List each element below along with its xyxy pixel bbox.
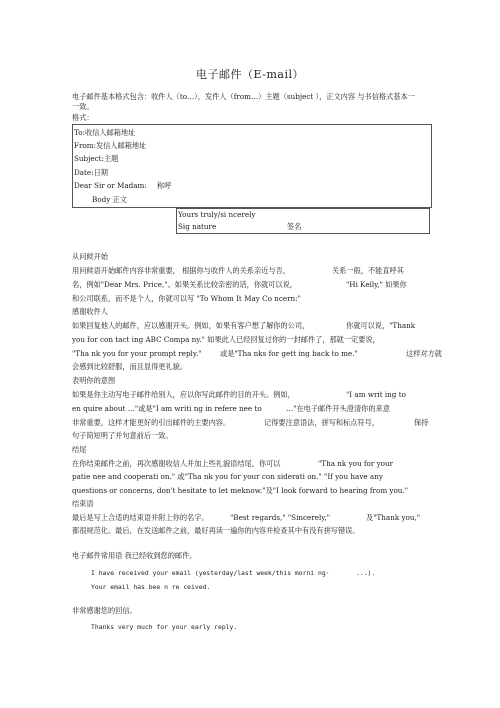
para-text: 和公司联系，而不是个人，你就可以写 "To Whom It May Co ncern:"	[72, 294, 301, 303]
para-text: 这样对方就	[406, 349, 442, 358]
format-label: 格式：	[72, 113, 94, 122]
para-text: 在你结束邮件之前，再次感谢收信人并加上些礼貌语结尾，你可以	[72, 459, 281, 468]
para-text: "I am writ ing to	[346, 390, 406, 399]
para-text: 或是"Tha nks for gett ing back to me."	[220, 349, 358, 358]
phrase-line: I have received your email (yesterday/last week/this morni ng·	[91, 569, 330, 577]
format-date: Date:日期	[74, 168, 108, 177]
para-text: …"在电子邮件开头澄清你的来意	[286, 404, 390, 413]
phrase-line: Your email has bee n re ceived.	[91, 583, 211, 591]
format-subject: Subject:主题	[74, 154, 119, 163]
signature-label-cn: 签名	[287, 222, 302, 231]
para-text: 名，例如"Dear Mrs. Price,"。如果关系比较亲密的话，你就可以说，	[72, 280, 297, 289]
intro-line-1: 电子邮件基本格式包含：收件人（to…），发件人（from…）主题（subject ），正文内容 与书信格式基本一	[72, 92, 415, 101]
para-text: 记得要注意语法，拼写和标点符号，	[264, 418, 380, 427]
para-text: 用问候语开始邮件内容非常重要， 根据你与收件人的关系亲近与否，	[72, 266, 290, 275]
para-text: 会感到比较舒服，而且显得更礼貌。	[72, 362, 188, 371]
para-text: "Best regards," "Sincerely,"	[230, 513, 330, 522]
para-text: "Tha nk you for your	[318, 459, 394, 468]
section-thanks-title: 感谢收件人	[72, 307, 108, 316]
section-greeting-title: 从问候开始	[72, 252, 108, 261]
para-text: 及"Thank you,"	[366, 513, 421, 522]
format-salutation-note: 称呼	[157, 181, 172, 190]
intro-line-2: 一致。	[72, 102, 94, 111]
para-text: 句子简短明了并句意前后一致。	[72, 431, 173, 440]
para-text: 你就可以说，"Thank	[346, 321, 416, 330]
signature-closing: Yours truly/si ncerely	[178, 210, 256, 219]
format-to: To:收信人邮箱地址	[74, 128, 136, 137]
document-title: 电子邮件（E-mail）	[196, 68, 304, 81]
phrase-line: Thanks very much for your early reply.	[91, 623, 238, 631]
format-body: Body 正文	[92, 195, 127, 204]
para-text: "Hi Kelly," 如果你	[346, 280, 407, 289]
para-text: 非常重要，这样才能更好的引出邮件的主要内容。	[72, 418, 231, 427]
para-text: you for con tact ing ABC Compa ny." 如果此人已经回复过你的一封邮件了，那就一定要说，	[72, 335, 380, 344]
para-text: 都很规范化。最后，在发送邮件之前，最好再读一遍你的内容并检查其中有没有拼写错误。	[72, 526, 360, 535]
section-intent-title: 表明你的意图	[72, 376, 116, 385]
section-closing-title: 结束语	[72, 499, 94, 508]
phrases-title: 电子邮件常用语 我已经收到您的邮件。	[72, 551, 197, 560]
para-text: 如果是你主动写电子邮件给别人，应以你写此邮件的目的开头。例如，	[72, 390, 295, 399]
phrases-title-2: 非常感谢您的回信。	[72, 606, 137, 615]
format-from: From:发信人邮箱地址	[74, 141, 147, 150]
para-text: 如果回复他人的邮件，应以感谢开头。例如，如果有客户想了解你的公司，	[72, 321, 310, 330]
phrase-line: ...).	[356, 569, 376, 577]
para-text: questions or concerns, don't hesitate to let meknow."及"I look forward to hearing from you."	[72, 486, 409, 495]
para-text: 保持	[414, 418, 429, 427]
para-text: "Tha nk you for your prompt reply."	[72, 349, 202, 358]
para-text: 最后是写上合适的结束语并附上你的名字。	[72, 513, 209, 522]
signature-label: Sig nature	[178, 222, 217, 231]
format-salutation: Dear Sir or Madam:	[74, 181, 147, 190]
para-text: patie nee and cooperati on." 或"Tha nk you for your con siderati on." "If you have any	[72, 472, 383, 481]
para-text: 关系一般，不能直呼其	[332, 266, 404, 275]
section-ending-title: 结尾	[72, 445, 87, 454]
para-text: en quire about …"或是"I am writi ng in refere nee to	[72, 404, 262, 413]
